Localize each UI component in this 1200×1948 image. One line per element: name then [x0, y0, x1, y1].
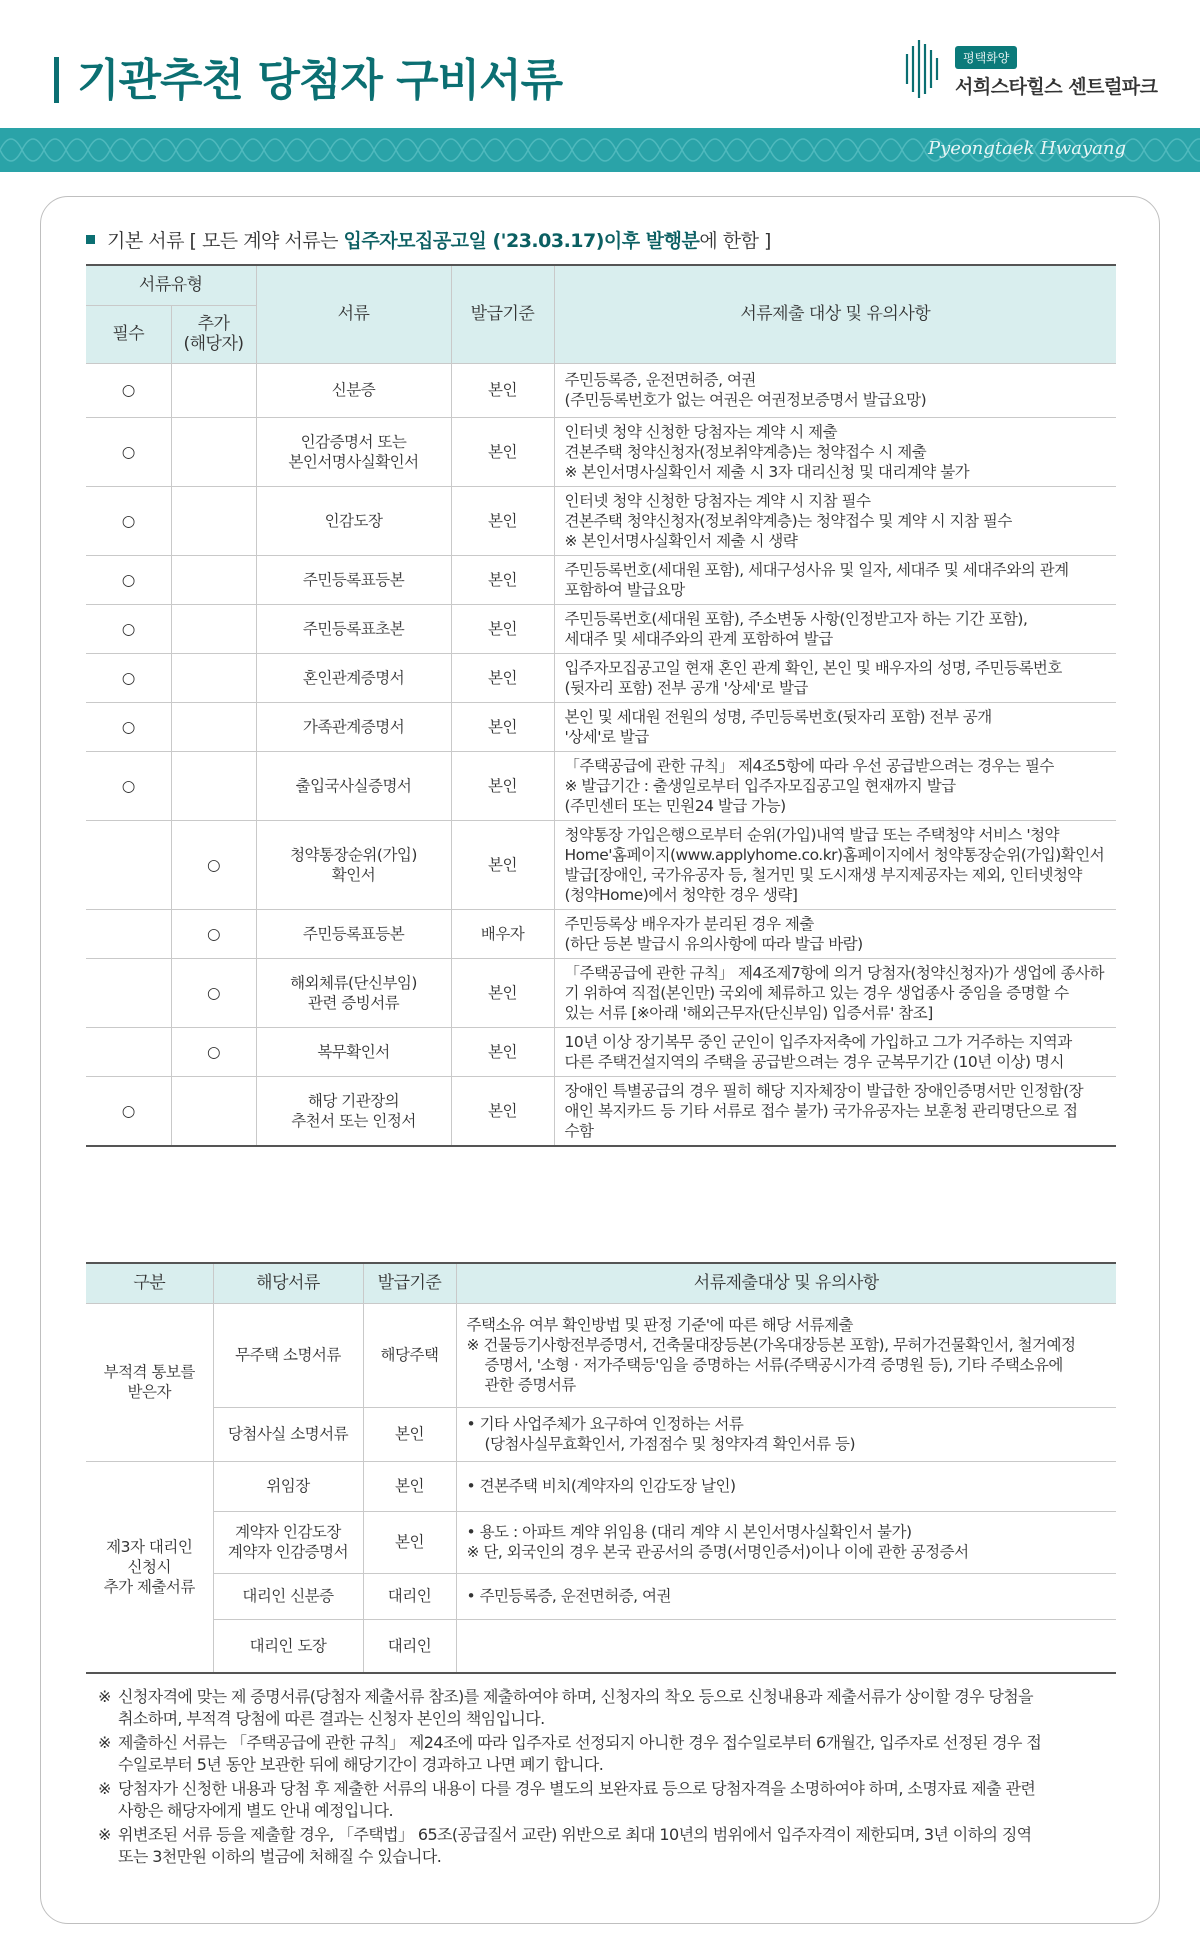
table-row [86, 604, 1116, 653]
document-name [213, 1619, 363, 1673]
document-name [256, 820, 451, 909]
footnotes [98, 1686, 1118, 1870]
note-line: • 용도 : 아파트 계약 위임용 (대리 계약 시 본인서명사실확인서 불가) [466, 1523, 912, 1541]
notes [554, 555, 1116, 604]
band-script-text: Pyeongtaek Hwayang [928, 138, 1126, 159]
note-line: 주민등록번호(세대원 포함), 세대구성사유 및 일자, 세대주 및 세대주와의 관계 [564, 560, 1069, 579]
document-name [256, 417, 451, 486]
notes [554, 1076, 1116, 1146]
note-line: 인터넷 청약 신청한 당첨자는 계약 시 지참 필수 [564, 491, 871, 510]
note-line: 「주택공급에 관한 규칙」 제4조제7항에 의거 당첨자(청약신청자)가 생업에 종사하 [564, 963, 1104, 982]
table-row [86, 820, 1116, 909]
title-bar [54, 57, 59, 103]
table-row [86, 1076, 1116, 1146]
optional-mark [171, 486, 256, 555]
issuer: 본인 [451, 958, 554, 1027]
page-title-text: 기관추천 당첨자 구비서류 [77, 55, 563, 106]
document-name-line: 계약자 인감도장 [235, 1523, 341, 1541]
document-name [256, 751, 451, 820]
document-name-line: 대리인 신분증 [242, 1587, 334, 1605]
note-line: 청약통장 가입은행으로부터 순위(가입)내역 발급 또는 주택청약 서비스 '청약 [564, 825, 1060, 844]
category-line: 제3자 대리인 [106, 1537, 193, 1556]
category-line: 부적격 통보를 [103, 1363, 195, 1381]
notes [554, 820, 1116, 909]
issuer: 본인 [451, 604, 554, 653]
document-name-line: 대리인 도장 [249, 1636, 327, 1655]
document-name [256, 604, 451, 653]
note-line: 10년 이상 장기복무 중인 군인이 입주자저축에 가입하고 그가 거주하는 지역과 [564, 1032, 1072, 1051]
issuer: 배우자 [451, 909, 554, 958]
document-name-line: 인감도장 [324, 511, 383, 530]
note-line: Home'홈페이지(www.applyhome.co.kr)홈페이지에서 청약통장순위(가입)확인서 [564, 845, 1105, 864]
issuer: 본인 [451, 417, 554, 486]
table-row [86, 1407, 1116, 1461]
header-doc-type: 서류유형 [86, 265, 256, 305]
optional-mark [171, 653, 256, 702]
category-line: 신청시 [127, 1557, 171, 1576]
note-line: 다른 주택건설지역의 주택을 공급받으려는 경우 군복무기간 (10년 이상) 명시 [564, 1052, 1064, 1071]
required-mark: ○ [86, 363, 171, 417]
note-line: ※ 건물등기사항전부증명서, 건축물대장등본(가옥대장등본 포함), 무허가건물확인서, 철거예정 [466, 1336, 1076, 1354]
document-name-line: 가족관계증명서 [302, 717, 405, 736]
footnote-line: 신청자격에 맞는 제 증명서류(당첨자 제출서류 참조)를 제출하여야 하며, 신청자의 착오 등으로 신청내용과 제출서류가 상이할 경우 당첨을 [118, 1687, 1033, 1706]
issuer: 본인 [451, 1076, 554, 1146]
document-name [256, 958, 451, 1027]
note-line: (뒷자리 포함) 전부 공개 '상세'로 발급 [564, 678, 808, 697]
document-name [256, 702, 451, 751]
note-line: (주민센터 또는 민원24 발급 가능) [564, 796, 786, 815]
section-prefix: 기본 서류 [ 모든 계약 서류는 [107, 230, 344, 252]
required-mark: ○ [86, 751, 171, 820]
notes [456, 1407, 1116, 1461]
footnote [98, 1778, 1118, 1822]
document-name-line: 출입국사실증명서 [295, 776, 412, 795]
optional-mark [171, 417, 256, 486]
optional-mark: ○ [171, 909, 256, 958]
issuer: 본인 [363, 1461, 456, 1511]
optional-mark: ○ [171, 1027, 256, 1076]
note-line: 수함 [564, 1121, 594, 1140]
footnote-line: 제출하신 서류는 「주택공급에 관한 규칙」 제24조에 따라 입주자로 선정되지 아니한 경우 접수일로부터 6개월간, 입주자로 선정된 경우 접 [118, 1733, 1042, 1752]
document-name-line: 추천서 또는 인정서 [291, 1111, 416, 1130]
logo-badge: 평택화양 [955, 46, 1017, 69]
footnote [98, 1686, 1118, 1730]
document-name [256, 909, 451, 958]
table-row [86, 486, 1116, 555]
note-line: 주민등록증, 운전면허증, 여권 [564, 371, 756, 389]
page-title [54, 44, 562, 108]
footnote-line: 사항은 해당자에게 별도 안내 예정입니다. [118, 1801, 393, 1820]
issuer: 본인 [451, 1027, 554, 1076]
table-row [86, 555, 1116, 604]
notes [554, 1027, 1116, 1076]
table-row [86, 1461, 1116, 1511]
note-line: 본인 및 세대원 전원의 성명, 주민등록번호(뒷자리 포함) 전부 공개 [564, 707, 992, 726]
required-mark [86, 958, 171, 1027]
table-row [86, 909, 1116, 958]
document-name [256, 486, 451, 555]
header-issuer: 발급기준 [363, 1263, 456, 1303]
note-line: 증명서, '소형 · 저가주택등'임을 증명하는 서류(주택공시가격 증명원 등), 기타 주택소유에 [484, 1356, 1063, 1374]
footnote-mark: ※ [98, 1733, 111, 1752]
optional-mark [171, 363, 256, 417]
document-name-line: 주민등록표초본 [302, 619, 405, 638]
note-line: 주택소유 여부 확인방법 및 판정 기준'에 따른 해당 서류제출 [466, 1316, 854, 1334]
document-name-line: 주민등록표등본 [302, 570, 405, 589]
notes [554, 604, 1116, 653]
note-line: 발급[장애인, 국가유공자 등, 철거민 및 도시재생 부지제공자는 제외, 인터넷청약 [564, 865, 1082, 884]
table-row [86, 958, 1116, 1027]
table-row [86, 653, 1116, 702]
issuer: 본인 [451, 653, 554, 702]
footnote-line: 또는 3천만원 이하의 벌금에 처해질 수 있습니다. [118, 1847, 442, 1866]
notes [456, 1573, 1116, 1619]
footnote-line: 위변조된 서류 등을 제출할 경우, 「주택법」 65조(공급질서 교란) 위반으로 최대 10년의 범위에서 입주자격이 제한되며, 3년 이하의 징역 [118, 1825, 1032, 1844]
note-line: (하단 등본 발급시 유의사항에 따라 발급 바람) [564, 934, 863, 953]
additional-documents-table [86, 1262, 1116, 1674]
table-row [86, 1303, 1116, 1407]
bullet-square-icon [86, 235, 95, 244]
issuer: 본인 [363, 1407, 456, 1461]
document-name [213, 1303, 363, 1407]
required-mark [86, 1027, 171, 1076]
optional-mark [171, 604, 256, 653]
footnote-mark: ※ [98, 1687, 111, 1706]
document-name [213, 1461, 363, 1511]
logo-name: 서희스타힐스 센트럴파크 [955, 76, 1158, 98]
optional-mark: ○ [171, 820, 256, 909]
section-highlight: 입주자모집공고일 ('23.03.17)이후 발행분 [343, 230, 700, 252]
issuer: 본인 [451, 702, 554, 751]
note-line: 있는 서류 [※아래 '해외근무자(단신부임) 입증서류' 참조] [564, 1003, 933, 1022]
document-name-line: 해당 기관장의 [307, 1091, 400, 1110]
required-mark: ○ [86, 555, 171, 604]
note-line: 인터넷 청약 신청한 당첨자는 계약 시 제출 [564, 422, 838, 441]
page-header [0, 0, 1200, 128]
notes [554, 958, 1116, 1027]
note-line: 「주택공급에 관한 규칙」 제4조5항에 따라 우선 공급받으려는 경우는 필수 [564, 756, 1054, 775]
notes [554, 909, 1116, 958]
notes [456, 1303, 1116, 1407]
note-line: (주민등록번호가 없는 여권은 여권정보증명서 발급요망) [564, 391, 927, 409]
document-name [256, 1076, 451, 1146]
footnote [98, 1732, 1118, 1776]
issuer: 대리인 [363, 1573, 456, 1619]
required-mark: ○ [86, 604, 171, 653]
issuer: 본인 [451, 751, 554, 820]
note-line: ※ 본인서명사실확인서 제출 시 생략 [564, 531, 798, 550]
document-name [256, 1027, 451, 1076]
issuer: 해당주택 [363, 1303, 456, 1407]
table-row [86, 1511, 1116, 1573]
optional-mark [171, 702, 256, 751]
footnote-mark: ※ [98, 1779, 111, 1798]
table-row [86, 1619, 1116, 1673]
header-document: 서류 [256, 265, 451, 363]
category [86, 1303, 213, 1461]
optional-mark [171, 1076, 256, 1146]
note-line: ※ 발급기간 : 출생일로부터 입주자모집공고일 현재까지 발급 [564, 776, 956, 795]
required-mark [86, 909, 171, 958]
section-heading [86, 226, 771, 253]
optional-mark [171, 555, 256, 604]
notes [456, 1511, 1116, 1573]
logo-mark-icon [903, 38, 943, 100]
note-line: 장애인 특별공급의 경우 필히 해당 지자체장이 발급한 장애인증명서만 인정함(장 [564, 1081, 1084, 1100]
issuer: 대리인 [363, 1619, 456, 1673]
required-mark: ○ [86, 653, 171, 702]
note-line: 포함하여 발급요망 [564, 580, 685, 599]
table-row [86, 1573, 1116, 1619]
category-line: 받은자 [127, 1383, 171, 1401]
document-name [213, 1511, 363, 1573]
note-line: 주민등록번호(세대원 포함), 주소변동 사항(인정받고자 하는 기간 포함), [564, 609, 1028, 628]
header-document: 해당서류 [213, 1263, 363, 1303]
document-name-line: 본인서명사실확인서 [288, 452, 419, 471]
required-mark: ○ [86, 702, 171, 751]
table-row [86, 1027, 1116, 1076]
optional-mark [171, 751, 256, 820]
note-line: 관한 증명서류 [484, 1376, 576, 1394]
document-name-line: 확인서 [331, 865, 376, 884]
note-line: • 견본주택 비치(계약자의 인감도장 날인) [466, 1477, 736, 1495]
note-line: 주민등록상 배우자가 분리된 경우 제출 [564, 914, 814, 933]
required-mark: ○ [86, 1076, 171, 1146]
header-required: 필수 [86, 305, 171, 363]
note-line: ※ 본인서명사실확인서 제출 시 3자 대리신청 및 대리계약 불가 [564, 462, 970, 481]
table-row [86, 363, 1116, 417]
header-notes: 서류제출대상 및 유의사항 [456, 1263, 1116, 1303]
document-name-line: 해외체류(단신부임) [290, 973, 417, 992]
notes [554, 363, 1116, 417]
note-line: (청약Home)에서 청약한 경우 생략] [564, 885, 798, 904]
table-row [86, 751, 1116, 820]
issuer: 본인 [363, 1511, 456, 1573]
document-name-line: 인감증명서 또는 [300, 432, 407, 451]
pattern-band [0, 128, 1200, 172]
document-name-line: 관련 증빙서류 [307, 993, 400, 1012]
document-name [256, 363, 451, 417]
required-mark: ○ [86, 486, 171, 555]
optional-mark: ○ [171, 958, 256, 1027]
header-optional: 추가 (해당자) [171, 305, 256, 363]
footnote-line: 당첨자가 신청한 내용과 당첨 후 제출한 서류의 내용이 다를 경우 별도의 보완자료 등으로 당첨자격을 소명하여야 하며, 소명자료 제출 관련 [118, 1779, 1036, 1798]
document-name [256, 555, 451, 604]
note-line: '상세'로 발급 [564, 727, 649, 746]
note-line: 견본주택 청약신청자(정보취약계층)는 청약접수 및 계약 시 지참 필수 [564, 511, 1012, 530]
footnote [98, 1824, 1118, 1868]
footnote-line: 취소하며, 부적격 당첨에 따른 결과는 신청자 본인의 책임입니다. [118, 1709, 545, 1728]
category-line: 추가 제출서류 [103, 1577, 195, 1596]
header-issuer: 발급기준 [451, 265, 554, 363]
note-line: 입주자모집공고일 현재 혼인 관계 확인, 본인 및 배우자의 성명, 주민등록번호 [564, 658, 1062, 677]
notes [554, 702, 1116, 751]
document-name-line: 주민등록표등본 [302, 924, 405, 943]
notes [456, 1461, 1116, 1511]
notes [456, 1619, 1116, 1673]
document-name [256, 653, 451, 702]
issuer: 본인 [451, 555, 554, 604]
table-row [86, 417, 1116, 486]
note-line: 견본주택 청약신청자(정보취약계층)는 청약접수 시 제출 [564, 442, 927, 461]
notes [554, 417, 1116, 486]
footnote-line: 수일로부터 5년 동안 보관한 뒤에 해당기간이 경과하고 나면 폐기 합니다. [118, 1755, 604, 1774]
note-line: 애인 복지카드 등 기타 서류로 접수 불가) 국가유공자는 보훈청 관리명단으로 접 [564, 1101, 1078, 1120]
note-line: 기 위하여 직접(본인만) 국외에 체류하고 있는 경우 생업종사 중임을 증명할 수 [564, 983, 1069, 1002]
notes [554, 751, 1116, 820]
table-row [86, 702, 1116, 751]
section-suffix: 에 한함 ] [699, 230, 771, 252]
issuer: 본인 [451, 363, 554, 417]
note-line: • 기타 사업주체가 요구하여 인정하는 서류 [466, 1415, 744, 1433]
footnote-mark: ※ [98, 1825, 111, 1844]
document-name-line: 위임장 [266, 1477, 310, 1495]
note-line: ※ 단, 외국인의 경우 본국 관공서의 증명(서명인증서)이나 이에 관한 공정증서 [466, 1543, 969, 1561]
document-name [213, 1407, 363, 1461]
document-name-line: 계약자 인감증명서 [227, 1543, 349, 1561]
notes [554, 486, 1116, 555]
document-name-line: 복무확인서 [317, 1042, 390, 1061]
document-name-line: 혼인관계증명서 [302, 668, 405, 687]
notes [554, 653, 1116, 702]
document-name-line: 청약통장순위(가입) [290, 845, 417, 864]
document-name-line: 당첨사실 소명서류 [227, 1425, 349, 1443]
document-name [213, 1573, 363, 1619]
document-name-line: 무주택 소명서류 [235, 1346, 341, 1364]
required-mark: ○ [86, 417, 171, 486]
basic-documents-table [86, 264, 1116, 1147]
document-name-line: 신분증 [331, 381, 376, 399]
note-line: 세대주 및 세대주와의 관계 포함하여 발급 [564, 629, 833, 648]
header-notes: 서류제출 대상 및 유의사항 [554, 265, 1116, 363]
issuer: 본인 [451, 486, 554, 555]
brand-logo [903, 38, 1163, 100]
header-category: 구분 [86, 1263, 213, 1303]
required-mark [86, 820, 171, 909]
issuer: 본인 [451, 820, 554, 909]
note-line: (당첨사실무효확인서, 가점점수 및 청약자격 확인서류 등) [484, 1435, 856, 1453]
note-line: • 주민등록증, 운전면허증, 여권 [466, 1587, 671, 1605]
category [86, 1461, 213, 1673]
